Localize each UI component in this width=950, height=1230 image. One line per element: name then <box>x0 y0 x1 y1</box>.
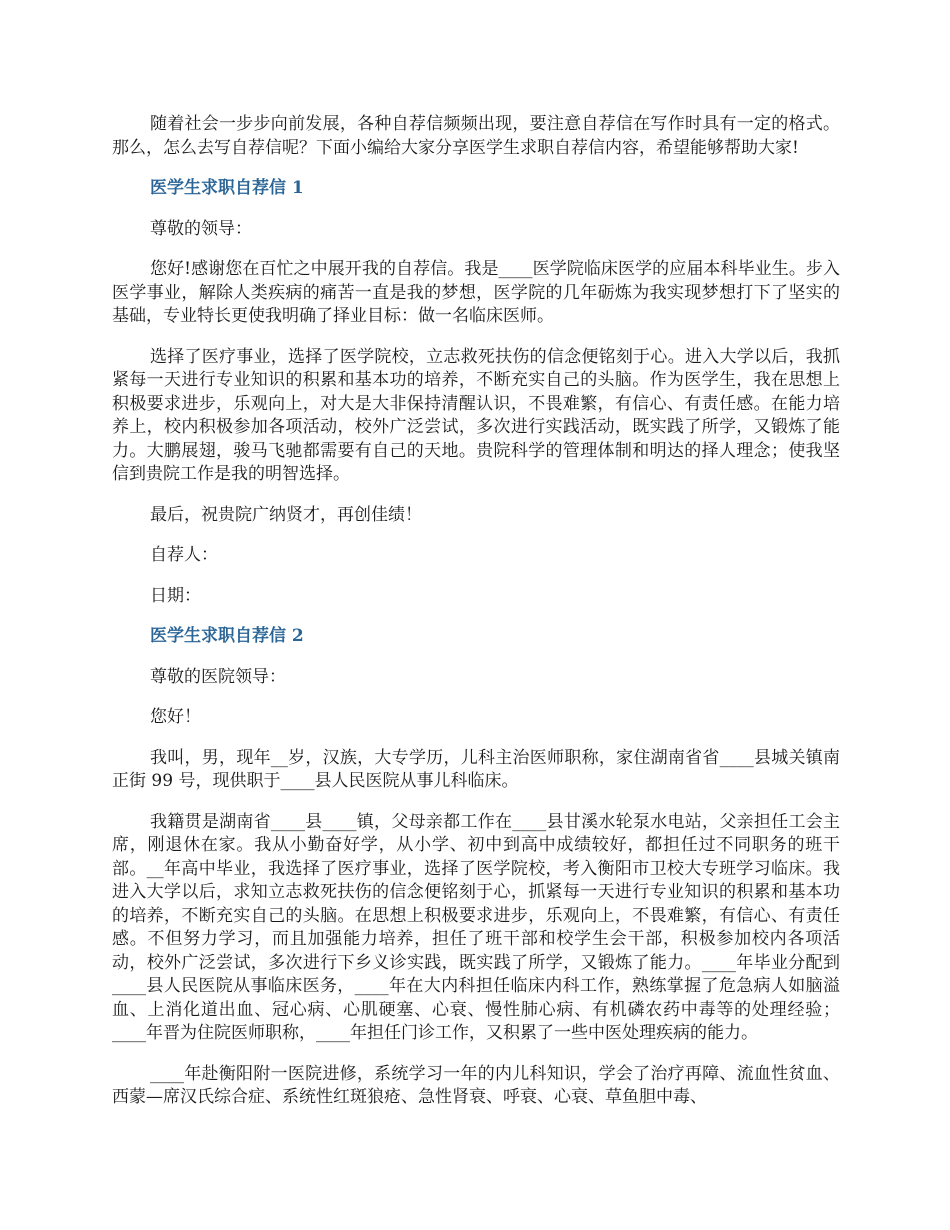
letter1-signer: 自荐人： <box>150 545 218 565</box>
letter2-paragraph-3: ____年赴衡阳附一医院进修，系统学习一年的内儿科知识，学会了治疗再障、流血性贫血、西蒙—席汉氏综合症、系统性红斑狼疮、急性肾衰、呼衰、心衰、草鱼胆中毒、 <box>112 1063 840 1107</box>
letter2-greeting: 您好！ <box>150 707 201 727</box>
letter2-title: 医学生求职自荐信 2 <box>150 626 304 646</box>
letter2-paragraph-1: 我叫，男，现年__岁，汉族，大专学历，儿科主治医师职称，家住湖南省省____县城关镇南正街 99 号，现供职于____县人民医院从事儿科临床。 <box>112 747 840 791</box>
letter1-closing: 最后，祝贵院广纳贤才，再创佳绩！ <box>150 504 422 525</box>
letter2-paragraph-2: 我籍贯是湖南省____县____镇，父母亲都工作在____县甘溪水轮泵水电站，父亲担任工会主席，刚退休在家。我从小勤奋好学，从小学、初中到高中成绩较好，都担任过不同职务的班干部。__年高中毕业，我选择了医疗事业，选择了医学院校，考入衡阳市卫校大专班学习临床。我进入大学以后，求知立志救死扶伤的信念便铭刻于心，抓紧每一天进行专业知识的积累和基本功的培养，不断充实自己的头脑。在思想上积极要求进步，乐观向上，不畏难繁，有信心、有责任感。不但努力学习，而且加强能力培养，担任了班干部和校学生会干部，积极参加校内各项活动，校外广泛尝试，多次进行下乡义诊实践，既实践了所学，又锻炼了能力。____年毕业分配到____县人民医院从事临床医务，____年在大内科担任临床内科工作，熟练掌握了危急病人如脑溢血、上消化道出血、冠心病、心肌硬塞、心衰、慢性肺心病、有机磷农药中毒等的处理经验；____年晋为住院医师职称，____年担任门诊工作，又积累了一些中医处理疾病的能力。 <box>112 811 840 1043</box>
letter1-paragraph-2: 选择了医疗事业，选择了医学院校，立志救死扶伤的信念便铭刻于心。进入大学以后，我抓紧每一天进行专业知识的积累和基本功的培养，不断充实自己的头脑。作为医学生，我在思想上积极要求进步，乐观向上，对大是大非保持清醒认识，不畏难繁，有信心、有责任感。在能力培养上，校内积极参加各项活动，校外广泛尝试，多次进行实践活动，既实践了所学，又锻炼了能力。大鹏展翅，骏马飞驰都需要有自己的天地。贵院科学的管理体制和明达的择人理念；使我坚信到贵院工作是我的明智选择。 <box>112 346 840 484</box>
letter2-salutation: 尊敬的医院领导： <box>150 666 286 687</box>
intro-paragraph: 随着社会一步步向前发展，各种自荐信频频出现，要注意自荐信在写作时具有一定的格式。那么，怎么去写自荐信呢？下面小编给大家分享医学生求职自荐信内容，希望能够帮助大家! <box>112 114 840 158</box>
letter1-date: 日期： <box>150 585 201 606</box>
letter1-salutation: 尊敬的领导： <box>150 218 252 239</box>
letter1-title: 医学生求职自荐信 1 <box>150 178 304 198</box>
letter1-paragraph-1: 您好!感谢您在百忙之中展开我的自荐信。我是____医学院临床医学的应届本科毕业生。步入医学事业，解除人类疾病的痛苦一直是我的梦想，医学院的几年砺炼为我实现梦想打下了坚实的基础，专业特长更使我明确了择业目标：做一名临床医师。 <box>112 259 840 326</box>
